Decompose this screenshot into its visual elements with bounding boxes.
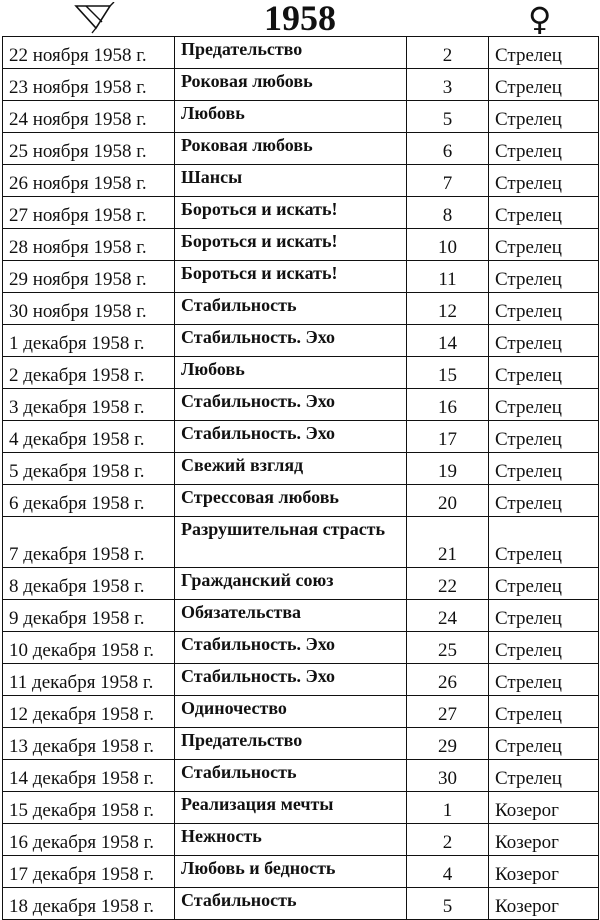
number-cell: 16	[407, 389, 489, 421]
title-cell: Любовь и бедность	[175, 856, 407, 888]
table-row	[3, 357, 599, 389]
number-cell: 1	[407, 792, 489, 824]
date-cell: 10 декабря 1958 г.	[3, 632, 175, 664]
title-cell: Бороться и искать!	[175, 261, 407, 293]
zodiac-sign-cell: Стрелец	[489, 728, 599, 760]
date-cell: 1 декабря 1958 г.	[3, 325, 175, 357]
number-cell: 29	[407, 728, 489, 760]
zodiac-sign-cell: Стрелец	[489, 389, 599, 421]
zodiac-sign-cell: Стрелец	[489, 37, 599, 69]
number-cell: 15	[407, 357, 489, 389]
number-cell: 19	[407, 453, 489, 485]
table-row	[3, 696, 599, 728]
date-cell: 12 декабря 1958 г.	[3, 696, 175, 728]
zodiac-sign-cell: Стрелец	[489, 421, 599, 453]
zodiac-sign-cell: Стрелец	[489, 101, 599, 133]
zodiac-sign-cell: Стрелец	[489, 293, 599, 325]
title-cell: Обязательства	[175, 600, 407, 632]
number-cell: 12	[407, 293, 489, 325]
date-cell: 4 декабря 1958 г.	[3, 421, 175, 453]
number-cell: 10	[407, 229, 489, 261]
table-row	[3, 261, 599, 293]
number-cell: 26	[407, 664, 489, 696]
date-cell: 18 декабря 1958 г.	[3, 888, 175, 920]
zodiac-sign-cell: Стрелец	[489, 133, 599, 165]
table-row	[3, 69, 599, 101]
table-row	[3, 101, 599, 133]
title-cell: Свежий взгляд	[175, 453, 407, 485]
title-cell: Нежность	[175, 824, 407, 856]
zodiac-sign-cell: Козерог	[489, 792, 599, 824]
table-row	[3, 728, 599, 760]
zodiac-sign-cell: Стрелец	[489, 197, 599, 229]
number-cell: 2	[407, 824, 489, 856]
date-cell: 27 ноября 1958 г.	[3, 197, 175, 229]
date-cell: 25 ноября 1958 г.	[3, 133, 175, 165]
title-cell: Стрессовая любовь	[175, 485, 407, 517]
title-cell: Роковая любовь	[175, 69, 407, 101]
table-row	[3, 421, 599, 453]
date-cell: 30 ноября 1958 г.	[3, 293, 175, 325]
table-row	[3, 664, 599, 696]
date-cell: 28 ноября 1958 г.	[3, 229, 175, 261]
table-row	[3, 325, 599, 357]
zodiac-sign-cell: Стрелец	[489, 165, 599, 197]
title-cell: Стабильность. Эхо	[175, 421, 407, 453]
number-cell: 17	[407, 421, 489, 453]
dates-table	[2, 36, 599, 920]
table-row	[3, 485, 599, 517]
table-row	[3, 37, 599, 69]
number-cell: 22	[407, 568, 489, 600]
date-cell: 22 ноября 1958 г.	[3, 37, 175, 69]
zodiac-sign-cell: Стрелец	[489, 760, 599, 792]
zodiac-sign-cell: Стрелец	[489, 69, 599, 101]
zodiac-sign-cell: Козерог	[489, 856, 599, 888]
table-row	[3, 453, 599, 485]
table-row	[3, 165, 599, 197]
zodiac-sign-cell: Стрелец	[489, 229, 599, 261]
title-cell: Шансы	[175, 165, 407, 197]
title-cell: Одиночество	[175, 696, 407, 728]
number-cell: 25	[407, 632, 489, 664]
title-cell: Стабильность. Эхо	[175, 632, 407, 664]
number-cell: 2	[407, 37, 489, 69]
table-row	[3, 293, 599, 325]
number-cell: 21	[407, 517, 489, 568]
number-cell: 20	[407, 485, 489, 517]
zodiac-sign-cell: Стрелец	[489, 568, 599, 600]
date-cell: 16 декабря 1958 г.	[3, 824, 175, 856]
title-cell: Стабильность. Эхо	[175, 664, 407, 696]
page-title-year: 1958	[264, 0, 336, 38]
number-cell: 7	[407, 165, 489, 197]
date-cell: 24 ноября 1958 г.	[3, 101, 175, 133]
table-row	[3, 197, 599, 229]
zodiac-sign-cell: Стрелец	[489, 453, 599, 485]
number-cell: 8	[407, 197, 489, 229]
zodiac-sign-cell: Стрелец	[489, 261, 599, 293]
table-row	[3, 632, 599, 664]
number-cell: 14	[407, 325, 489, 357]
date-cell: 8 декабря 1958 г.	[3, 568, 175, 600]
date-cell: 15 декабря 1958 г.	[3, 792, 175, 824]
date-cell: 3 декабря 1958 г.	[3, 389, 175, 421]
date-cell: 17 декабря 1958 г.	[3, 856, 175, 888]
title-cell: Стабильность. Эхо	[175, 325, 407, 357]
date-cell: 6 декабря 1958 г.	[3, 485, 175, 517]
table-row	[3, 856, 599, 888]
title-cell: Гражданский союз	[175, 568, 407, 600]
date-cell: 5 декабря 1958 г.	[3, 453, 175, 485]
title-cell: Бороться и искать!	[175, 229, 407, 261]
table-row	[3, 888, 599, 920]
zodiac-sign-cell: Стрелец	[489, 664, 599, 696]
date-cell: 9 декабря 1958 г.	[3, 600, 175, 632]
title-cell: Реализация мечты	[175, 792, 407, 824]
zodiac-sign-cell: Козерог	[489, 824, 599, 856]
zodiac-sign-cell: Стрелец	[489, 325, 599, 357]
number-cell: 5	[407, 888, 489, 920]
title-cell: Предательство	[175, 728, 407, 760]
number-cell: 30	[407, 760, 489, 792]
date-cell: 11 декабря 1958 г.	[3, 664, 175, 696]
title-cell: Стабильность	[175, 293, 407, 325]
table-row	[3, 517, 599, 568]
page-header	[0, 0, 600, 38]
title-cell: Любовь	[175, 101, 407, 133]
title-cell: Любовь	[175, 357, 407, 389]
number-cell: 5	[407, 101, 489, 133]
title-cell: Стабильность	[175, 760, 407, 792]
zodiac-sign-cell: Стрелец	[489, 696, 599, 728]
number-cell: 6	[407, 133, 489, 165]
date-cell: 26 ноября 1958 г.	[3, 165, 175, 197]
table-row	[3, 229, 599, 261]
date-cell: 2 декабря 1958 г.	[3, 357, 175, 389]
zodiac-sign-cell: Стрелец	[489, 357, 599, 389]
zodiac-sign-cell: Стрелец	[489, 485, 599, 517]
table-row	[3, 824, 599, 856]
dates-table-body	[3, 37, 599, 920]
zodiac-sign-cell: Стрелец	[489, 600, 599, 632]
number-cell: 27	[407, 696, 489, 728]
number-cell: 4	[407, 856, 489, 888]
title-cell: Предательство	[175, 37, 407, 69]
date-cell: 14 декабря 1958 г.	[3, 760, 175, 792]
date-cell: 7 декабря 1958 г.	[3, 517, 175, 568]
date-cell: 29 ноября 1958 г.	[3, 261, 175, 293]
zodiac-sign-cell: Стрелец	[489, 517, 599, 568]
table-row	[3, 568, 599, 600]
venus-symbol-icon: ♀	[528, 0, 552, 38]
table-row	[3, 133, 599, 165]
title-cell: Роковая любовь	[175, 133, 407, 165]
number-cell: 11	[407, 261, 489, 293]
number-cell: 24	[407, 600, 489, 632]
zodiac-sign-cell: Козерог	[489, 888, 599, 920]
zodiac-sign-cell: Стрелец	[489, 632, 599, 664]
number-cell: 3	[407, 69, 489, 101]
title-cell: Стабильность. Эхо	[175, 389, 407, 421]
date-cell: 23 ноября 1958 г.	[3, 69, 175, 101]
title-cell: Разрушительная страсть	[175, 517, 407, 568]
title-cell: Стабильность	[175, 888, 407, 920]
title-cell: Бороться и искать!	[175, 197, 407, 229]
date-cell: 13 декабря 1958 г.	[3, 728, 175, 760]
table-row	[3, 600, 599, 632]
table-row	[3, 760, 599, 792]
table-row	[3, 389, 599, 421]
table-row	[3, 792, 599, 824]
